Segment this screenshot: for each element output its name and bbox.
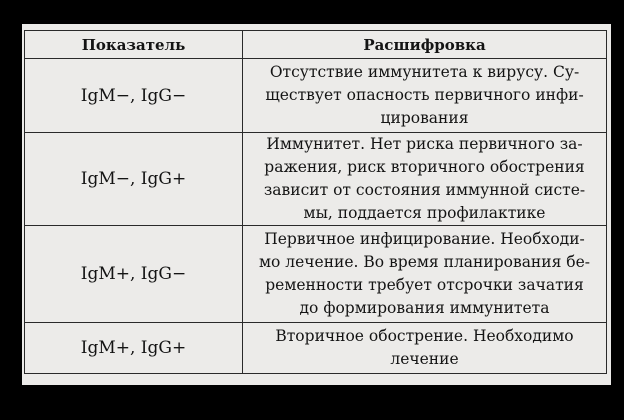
interpretation-text: Вторичное обострение. Необходимо лечение <box>275 327 574 368</box>
interpretation-text: Иммунитет. Нет риска первичного за- ражения, риск вторичного обострения зависит от состояния иммунной систе- мы, поддается профилактике <box>263 135 586 222</box>
interpretation-text: Первичное инфицирование. Необходи- мо лечение. Во время планирования бе- ременности требует отсрочки зачатия до формирования иммунитета <box>258 230 591 317</box>
header-indicator: Показатель <box>25 31 243 59</box>
table-row <box>25 226 607 323</box>
table-row <box>25 59 607 133</box>
antibody-results-table <box>24 30 607 374</box>
table-row <box>25 323 607 374</box>
interpretation-text: Отсутствие иммунитета к вирусу. Су- ществует опасность первичного инфи- цирования <box>265 63 584 127</box>
row-indicator: IgM+, IgG− <box>25 226 243 323</box>
row-interpretation <box>243 133 607 226</box>
row-indicator: IgM−, IgG− <box>25 59 243 133</box>
table-header-row <box>25 31 607 59</box>
table-row <box>25 133 607 226</box>
row-interpretation <box>243 59 607 133</box>
header-interpretation: Расшифровка <box>243 31 607 59</box>
row-interpretation <box>243 323 607 374</box>
row-indicator: IgM+, IgG+ <box>25 323 243 374</box>
row-interpretation <box>243 226 607 323</box>
document-page <box>22 24 611 385</box>
row-indicator: IgM−, IgG+ <box>25 133 243 226</box>
